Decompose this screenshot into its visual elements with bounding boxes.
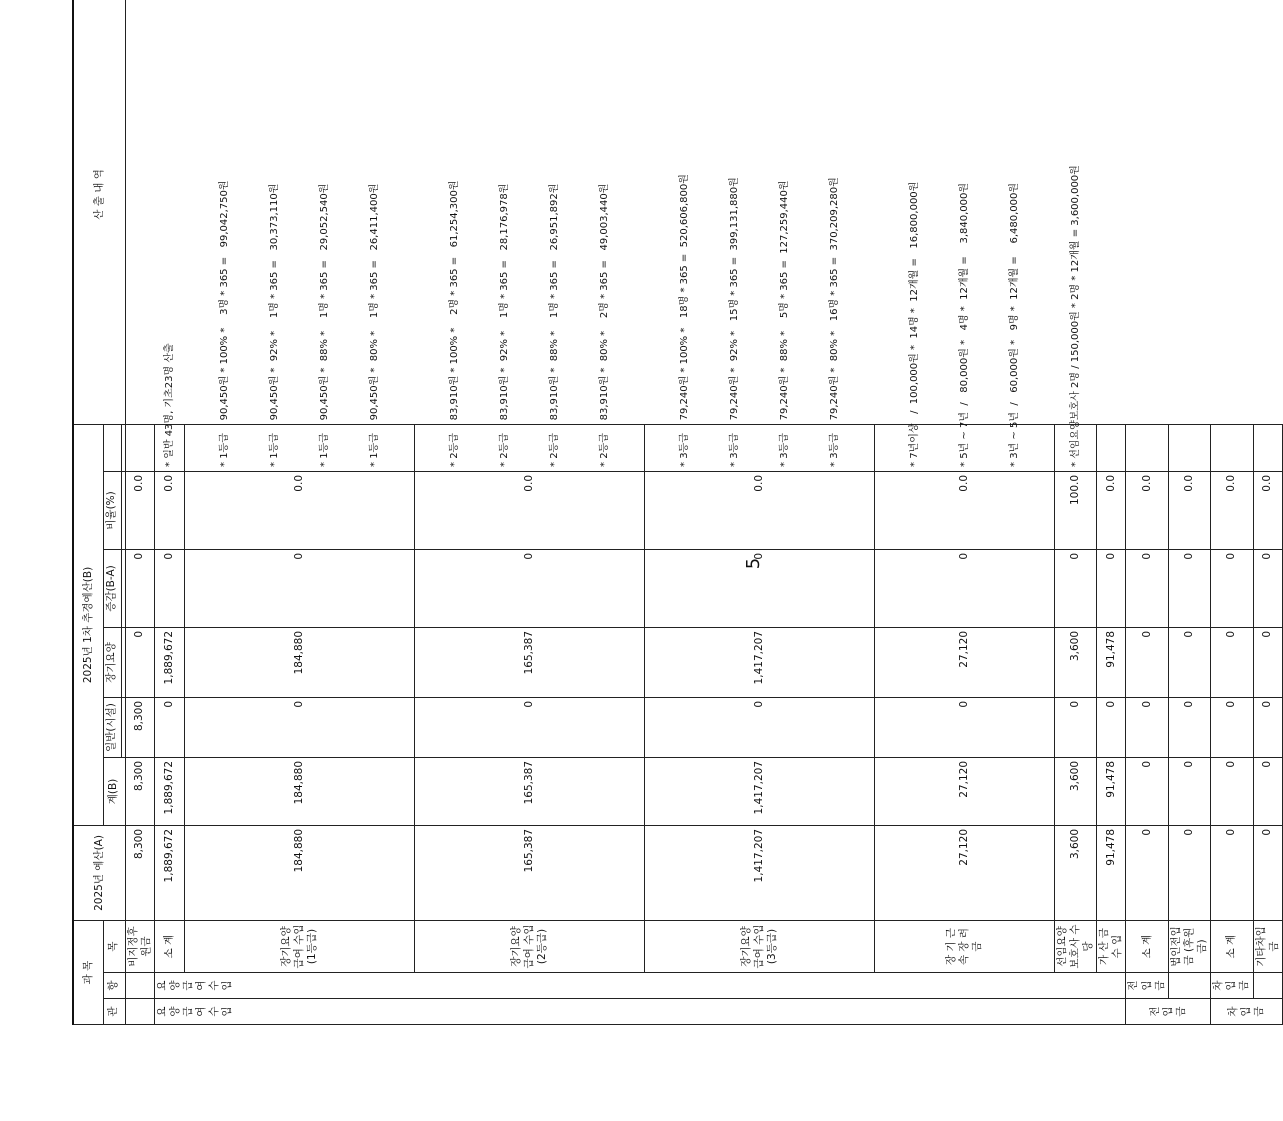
ratio-value: 0.0 bbox=[154, 471, 184, 549]
calc-line: * 일반 43명, 기초23명 산출 bbox=[163, 343, 175, 467]
calc-cell bbox=[1253, 424, 1282, 471]
longterm-value: 165,387 bbox=[414, 627, 644, 697]
diff-value: 0 bbox=[1253, 549, 1282, 627]
budget-a: 3,600 bbox=[1054, 825, 1096, 920]
longterm-value: 1,417,207 bbox=[644, 627, 874, 697]
gwan-cell: 요양급여수입 bbox=[154, 999, 1126, 1025]
mok-cell: 비지정후원금 bbox=[125, 920, 154, 972]
budget-a: 0 bbox=[1168, 825, 1210, 920]
budget-b: 8,300 bbox=[125, 757, 154, 825]
budget-a: 8,300 bbox=[125, 825, 154, 920]
ratio-value: 0.0 bbox=[184, 471, 414, 549]
diff-value: 0 bbox=[154, 549, 184, 627]
header-ratio: 비율(%) bbox=[103, 471, 121, 549]
calc-line: * 5년 ~ 7년 / 80,000원 * 4명 * 12개월 = 3,840,000원 bbox=[958, 182, 970, 467]
budget-b: 1,889,672 bbox=[154, 757, 184, 825]
calc-line: * 1등급 90,450원 * 92% * 1명 * 365 = 30,373,110원 bbox=[268, 183, 280, 467]
diff-value: 0 bbox=[1097, 549, 1126, 627]
diff-value: 0 bbox=[184, 549, 414, 627]
calc-cell bbox=[1097, 424, 1126, 471]
longterm-value: 184,880 bbox=[184, 627, 414, 697]
diff-value: 0 bbox=[125, 549, 154, 627]
header-hang: 항 bbox=[103, 973, 125, 999]
table-row bbox=[125, 0, 154, 1025]
longterm-value: 91,478 bbox=[1097, 627, 1126, 697]
longterm-value: 0 bbox=[125, 627, 154, 697]
ratio-value: 0.0 bbox=[644, 471, 874, 549]
general-value: 0 bbox=[1211, 697, 1253, 757]
calc-line: * 2등급 83,910원 * 80% * 2명 * 365 = 49,003,440원 bbox=[598, 183, 610, 467]
calc-cell bbox=[184, 180, 414, 471]
general-value: 0 bbox=[1054, 697, 1096, 757]
mok-cell: 장 기 근 속 장 려 금 bbox=[874, 920, 1054, 972]
table-row bbox=[184, 0, 414, 1025]
header-general: 일반(시설) bbox=[103, 697, 121, 757]
mok-cell: 소 계 bbox=[154, 920, 184, 972]
header-mok: 목 bbox=[103, 920, 125, 972]
budget-b: 165,387 bbox=[414, 757, 644, 825]
diff-value: 0 bbox=[414, 549, 644, 627]
table-row bbox=[1253, 0, 1282, 1025]
longterm-value: 0 bbox=[1126, 627, 1168, 697]
calc-cell bbox=[1126, 424, 1168, 471]
calc-line: * 선임요양보호사 2명 / 150,000원 * 2명 * 12개월 = 3,600,000원 bbox=[1069, 165, 1081, 467]
calc-line: * 2등급 83,910원 * 92% * 1명 * 365 = 28,176,978원 bbox=[498, 183, 510, 467]
longterm-value: 3,600 bbox=[1054, 627, 1096, 697]
ratio-value: 0.0 bbox=[1126, 471, 1168, 549]
longterm-value: 0 bbox=[1253, 627, 1282, 697]
budget-b: 27,120 bbox=[874, 757, 1054, 825]
ratio-value: 0.0 bbox=[1211, 471, 1253, 549]
calc-line: * 2등급 83,910원 * 88% * 1명 * 365 = 26,951,892원 bbox=[548, 183, 560, 467]
calc-line: * 1등급 90,450원 * 100% * 3명 * 365 = 99,042,750원 bbox=[218, 180, 230, 467]
general-value: 0 bbox=[644, 697, 874, 757]
general-value: 0 bbox=[1097, 697, 1126, 757]
calc-cell bbox=[414, 180, 644, 471]
general-value: 0 bbox=[414, 697, 644, 757]
table-row bbox=[414, 0, 644, 1025]
calc-line: * 1등급 90,450원 * 88% * 1명 * 365 = 29,052,540원 bbox=[318, 183, 330, 467]
header-longterm: 장기요양 bbox=[103, 627, 121, 697]
diff-value: 0 bbox=[1168, 549, 1210, 627]
budget-b: 0 bbox=[1253, 757, 1282, 825]
budget-a: 1,889,672 bbox=[154, 825, 184, 920]
calc-line: * 2등급 83,910원 * 100% * 2명 * 365 = 61,254,300원 bbox=[448, 180, 460, 467]
general-value: 8,300 bbox=[125, 697, 154, 757]
calc-line: * 3년 ~ 5년 / 60,000원 * 9명 * 12개월 = 6,480,000원 bbox=[1008, 182, 1020, 467]
general-value: 0 bbox=[154, 697, 184, 757]
header-revised: 2025년 1차 추경예산(B) bbox=[73, 424, 103, 825]
table-row bbox=[1054, 0, 1096, 1025]
diff-value: 0 bbox=[1126, 549, 1168, 627]
header-diff: 증감(B-A) bbox=[103, 549, 121, 627]
budget-b: 0 bbox=[1126, 757, 1168, 825]
longterm-value: 0 bbox=[1168, 627, 1210, 697]
calc-cell bbox=[125, 424, 154, 471]
header-budget-2025: 2025년 예산(A) bbox=[73, 825, 125, 920]
mok-cell: 장기요양급여 수입(1등급) bbox=[184, 920, 414, 972]
budget-a: 184,880 bbox=[184, 825, 414, 920]
calc-cell bbox=[644, 174, 874, 471]
table-row bbox=[154, 0, 184, 1025]
gwan-cell: 차 입 금 bbox=[1211, 999, 1283, 1025]
mok-cell: 장기요양급여 수입(3등급) bbox=[644, 920, 874, 972]
hang-cell: 요양급여수입 bbox=[154, 973, 1126, 999]
budget-a: 0 bbox=[1211, 825, 1253, 920]
page-number: 5 bbox=[743, 557, 765, 570]
longterm-value: 0 bbox=[1211, 627, 1253, 697]
budget-b: 0 bbox=[1211, 757, 1253, 825]
longterm-value: 27,120 bbox=[874, 627, 1054, 697]
gwan-cell: 전 입 금 bbox=[1126, 999, 1211, 1025]
budget-a: 91,478 bbox=[1097, 825, 1126, 920]
hang-cell: 차 입 금 bbox=[1211, 973, 1253, 999]
budget-a: 0 bbox=[1253, 825, 1282, 920]
ratio-value: 100.0 bbox=[1054, 471, 1096, 549]
diff-value: 0 bbox=[874, 549, 1054, 627]
budget-a: 165,387 bbox=[414, 825, 644, 920]
rotated-budget-page bbox=[72, 0, 1280, 1025]
ratio-value: 0.0 bbox=[1253, 471, 1282, 549]
calc-line: * 3등급 79,240원 * 88% * 5명 * 365 = 127,259,440원 bbox=[778, 180, 790, 467]
calc-cell bbox=[874, 181, 1054, 471]
ratio-value: 0.0 bbox=[1168, 471, 1210, 549]
diff-value: 0 bbox=[1054, 549, 1096, 627]
budget-b: 184,880 bbox=[184, 757, 414, 825]
calc-cell bbox=[154, 343, 184, 471]
table-row bbox=[644, 0, 874, 1025]
budget-a: 27,120 bbox=[874, 825, 1054, 920]
table-row bbox=[1126, 0, 1168, 1025]
general-value: 0 bbox=[874, 697, 1054, 757]
hang-cell: 전 입 금 bbox=[1126, 973, 1168, 999]
budget-b: 3,600 bbox=[1054, 757, 1096, 825]
general-value: 0 bbox=[184, 697, 414, 757]
header-total: 계(B) bbox=[103, 757, 125, 825]
table-row bbox=[1211, 0, 1253, 1025]
table-row bbox=[1168, 0, 1210, 1025]
mok-cell: 기타차입금 bbox=[1253, 920, 1282, 972]
ratio-value: 0.0 bbox=[414, 471, 644, 549]
budget-a: 1,417,207 bbox=[644, 825, 874, 920]
general-value: 0 bbox=[1253, 697, 1282, 757]
calc-cell bbox=[1054, 165, 1096, 471]
budget-b: 1,417,207 bbox=[644, 757, 874, 825]
budget-b: 91,478 bbox=[1097, 757, 1126, 825]
longterm-value: 1,889,672 bbox=[154, 627, 184, 697]
calc-line: * 7년이상 / 100,000원 * 14명 * 12개월 = 16,800,000원 bbox=[908, 181, 920, 467]
table-row bbox=[1097, 0, 1126, 1025]
diff-value: 0 bbox=[1211, 549, 1253, 627]
calc-cell bbox=[1211, 424, 1253, 471]
mok-cell: 법인전입금 (후원금) bbox=[1168, 920, 1210, 972]
table-row bbox=[874, 0, 1054, 1025]
budget-a: 0 bbox=[1126, 825, 1168, 920]
general-value: 0 bbox=[1126, 697, 1168, 757]
mok-cell: 가 산 금 수 입 bbox=[1097, 920, 1126, 972]
header-detail: 산 출 내 역 bbox=[73, 0, 125, 424]
calc-cell bbox=[1168, 424, 1210, 471]
header-gwamok: 과 목 bbox=[73, 920, 103, 1024]
ratio-value: 0.0 bbox=[1097, 471, 1126, 549]
mok-cell: 소 계 bbox=[1211, 920, 1253, 972]
calc-line: * 3등급 79,240원 * 80% * 16명 * 365 = 370,209,280원 bbox=[828, 177, 840, 467]
header-gwan: 관 bbox=[103, 999, 125, 1025]
diff-value: 0 bbox=[644, 549, 874, 627]
general-value: 0 bbox=[1168, 697, 1210, 757]
mok-cell: 소 계 bbox=[1126, 920, 1168, 972]
ratio-value: 0.0 bbox=[125, 471, 154, 549]
mok-cell: 장기요양급여 수입(2등급) bbox=[414, 920, 644, 972]
calc-line: * 1등급 90,450원 * 80% * 1명 * 365 = 26,411,400원 bbox=[368, 183, 380, 467]
budget-table bbox=[72, 0, 1283, 1025]
ratio-value: 0.0 bbox=[874, 471, 1054, 549]
budget-b: 0 bbox=[1168, 757, 1210, 825]
mok-cell: 선임요양보호사 수 당 bbox=[1054, 920, 1096, 972]
calc-line: * 3등급 79,240원 * 100% * 18명 * 365 = 520,606,800원 bbox=[678, 174, 690, 467]
header-blank bbox=[103, 424, 121, 471]
calc-line: * 3등급 79,240원 * 92% * 15명 * 365 = 399,131,880원 bbox=[728, 177, 740, 467]
